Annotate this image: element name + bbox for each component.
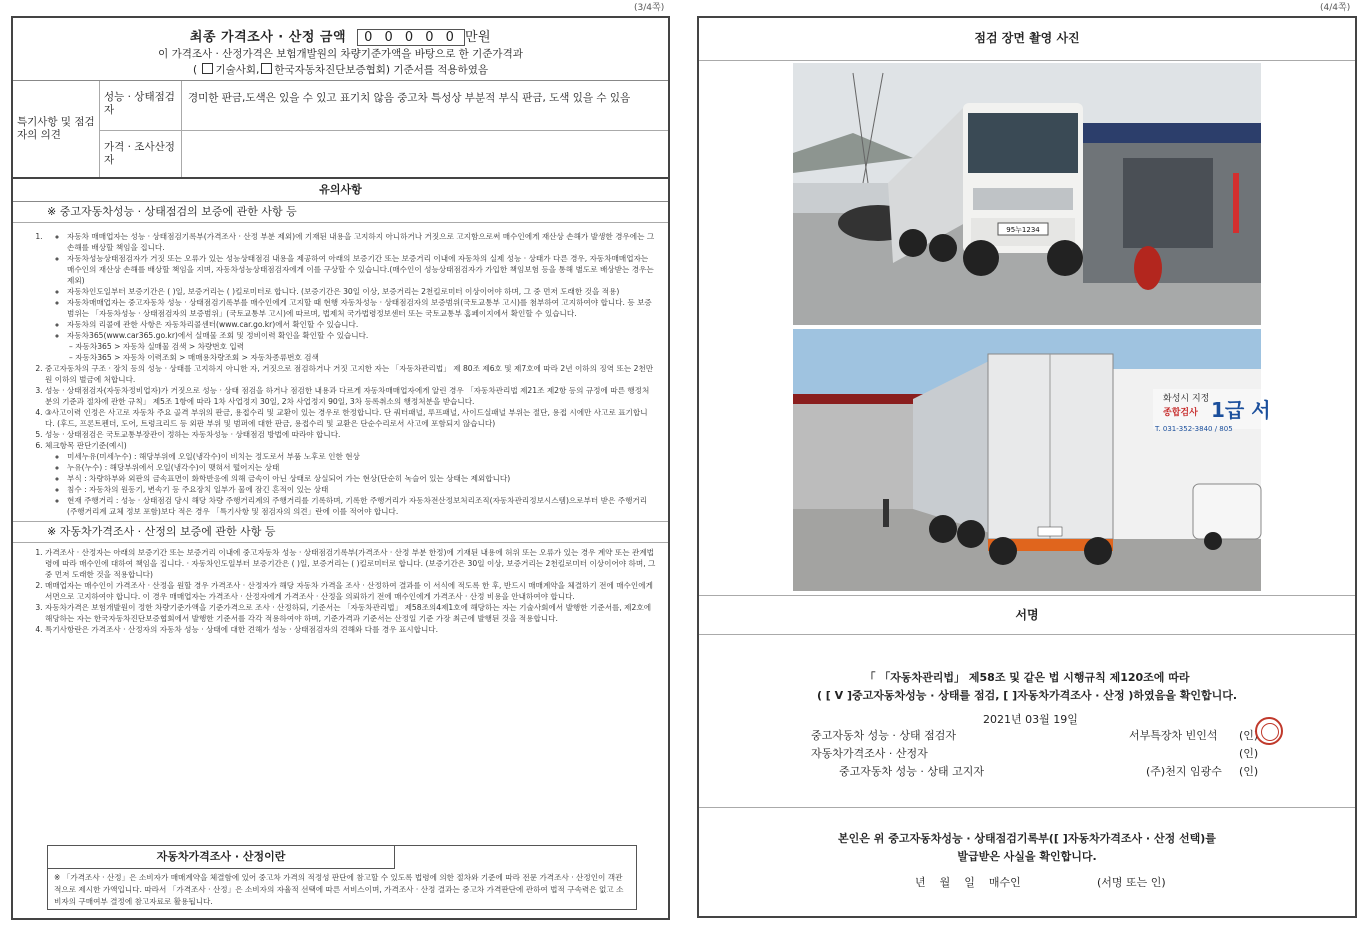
- definition-text: ※ 「가격조사 · 산정」은 소비자가 매매계약을 체결함에 있어 중고차 가격의 적정성 판단에 참고할 수 있도록 법령에 의한 절차와 기준에 따라 전문 가격조사 · 산정인이 객관적으로 제시한 가액입니다. 따라서 「가격조사 · 산정」은 소비자의 자율적 선택에 따른 서비스이며, 가격조사 · 산정 결과는 중고차 가격판단에 관하여 법적 구속력은 없고 소비자의 구매여부 결정에 참고자료로 활용됩니다.: [54, 873, 624, 906]
- buyer-signature[interactable]: (서명 또는 인): [1097, 876, 1166, 889]
- final-price-section: [13, 18, 668, 81]
- basis-line: 이 가격조사 · 산정가격은 보험개발원의 차량기준가액을 바탕으로 한 기준가격과: [158, 48, 523, 60]
- inspection-form-page-3: [11, 16, 670, 920]
- list-item: 2. 중고자동차의 구조 · 장치 등의 성능 · 상태를 고지하지 아니한 자, 거짓으로 점검하거나 거짓 고지한 자는 「자동차관리법」 제 80조 제6호 및 제7호에 따라 2년 이하의 징역 또는 2천만원 이하의 벌금에 처합니다.: [45, 363, 656, 385]
- section2-title: ※ 자동차가격조사 · 산정의 보증에 관한 사항 등: [13, 522, 668, 543]
- receipt-line-2: 발급받은 사실을 확인합니다.: [957, 850, 1097, 863]
- seal-stamp-icon: [1255, 717, 1283, 745]
- list-item: 1. 가격조사 · 산정자는 아래의 보증기간 또는 보증거리 이내에 중고자동차 성능 · 상태점검기록부(가격조사 · 산정 부분 한정)에 기재된 내용에 허위 또는 오류가 있는 경우 계약 또는 관계법령에 따라 매수인에 대하여 책임을 집니다. · 자동차인도일부터 보증기간은 ( )일, 보증거리는 ( )킬로미터로 합니다. (보증기간은 30일 이상, 보증거리는 2천킬로미터 이상이어야 하며, 그 중 먼저 도래한 것을 적용합니다): [45, 547, 656, 580]
- sign-phone: T. 031-352-3840 / 805: [1155, 425, 1233, 433]
- list-item: ◦ 미세누유(미세누수) : 해당부위에 오일(냉각수)이 비치는 정도로서 부품 노후로 인한 현상: [67, 451, 656, 462]
- list-item: ◦ 누유(누수) : 해당부위에서 오일(냉각수)이 맺혀서 떨어지는 상태: [67, 462, 656, 473]
- standard-line: ( 기술사회, 한국자동차진단보증협회) 기준서를 적용하였음: [192, 64, 488, 76]
- perf-inspector-opinion[interactable]: 경미한 판금,도색은 있을 수 있고 표기치 않음 중고차 특성상 부분적 부식 판금, 도색 있을 수 있음: [181, 81, 668, 131]
- section1-body: [13, 223, 668, 517]
- list-item: ◦ 자동차성능상태점검자가 거짓 또는 오류가 있는 성능상태점검 내용을 제공하여 아래의 보증기간 또는 보증거리 이내에 자동차의 실제 성능 · 상태가 다른 경우, 자동차매매업자는 매수인의 재산상 손해를 배상할 책임을 지며, 자동차성능상태점검자에게 이를 구상할 수 있습니다.(매수인이 성능상태점검자가 가입한 책임보험 등을 통해 별도로 배상받는 경우는 제외): [67, 253, 656, 286]
- price-assessor-label: 가격 · 조사산정자: [99, 131, 181, 177]
- confirm-line: ( [ V ]중고자동차성능 · 상태를 점검, [ ]자동차가격조사 · 산정 )하였음을 확인합니다.: [816, 689, 1238, 702]
- page-number-left: (3/4쪽): [634, 3, 665, 13]
- truck-rear-photo: [793, 329, 1271, 591]
- signer-name-3: (주)천지 임광수: [1146, 765, 1222, 778]
- list-item: 5. 성능 · 상태점검은 국토교통부장관이 정하는 자동차성능 · 상태점검 방법에 따라야 합니다.: [45, 429, 656, 440]
- receipt-date[interactable]: 년 월 일 매수인: [915, 876, 1021, 889]
- law-line: 「 「자동차관리법」 제58조 및 같은 법 시행규칙 제120조에 따라: [864, 671, 1190, 684]
- list-item: ◦ 1. 자동차 매매업자는 성능 · 상태점검기록부(가격조사 · 산정 부분 제외)에 기재된 내용을 고지하지 아니하거나 거짓으로 고지함으로써 매수인에게 재산상 손해가 발생한 경우에는 그 손해를 배상할 책임을 집니다.: [67, 231, 656, 253]
- signer-role-3: 중고자동차 성능 · 상태 고지자: [839, 765, 984, 778]
- sign-text-2: 종합검사: [1163, 408, 1198, 418]
- sign-text-1: 화성시 지정: [1163, 394, 1210, 404]
- final-amount: 0 0 0 0 0: [364, 30, 458, 45]
- signer-role-1: 중고자동차 성능 · 상태 점검자: [811, 729, 956, 742]
- list-item: ◦ 현재 주행거리 : 성능 · 상태점검 당시 해당 차량 주행거리계의 주행거리를 기록하며, 기록한 주행거리가 자동차전산정보처리조직(자동차관리정보시스템)으로부터 받은 주행거리(주행거리계 교체 정보 포함)보다 적은 경우 「특기사항 및 점검자의 의견」란에 이를 적어야 합니다.: [67, 495, 656, 517]
- signer-mark-3[interactable]: (인): [1239, 765, 1259, 778]
- inspection-form-page-4: [697, 16, 1357, 918]
- photo-section-title: 점검 장면 촬영 사진: [699, 18, 1355, 61]
- signer-mark-1[interactable]: (인): [1239, 729, 1259, 742]
- final-amount-box[interactable]: [357, 29, 465, 46]
- list-item: 4. ③사고이력 인정은 사고로 자동차 주요 골격 부위의 판금, 용접수리 및 교환이 있는 경우로 한정합니다. 단 쿼터패널, 루프패널, 사이드실패널 부위는 절단, 용접 시에만 사고로 표기합니다. (후드, 프론트펜더, 도어, 트렁크리드 등 외판 부위 및 범퍼에 대한 판금, 용접수리 및 교환은 단순수리로서 사고에 포함되지 않습니다): [45, 407, 656, 429]
- checkbox-tech-society[interactable]: [202, 63, 213, 74]
- license-plate: 95누1234: [1006, 226, 1040, 234]
- receipt-line-1: 본인은 위 중고자동차성능 · 상태점검기록부([ ]자동차가격조사 · 산정 선택)를: [838, 832, 1216, 845]
- list-item: ◦ 자동차매매업자는 중고자동차 성능 · 상태점검기록부를 매수인에게 고지할 때 현행 자동차성능 · 상태점검자의 보증범위(국토교통부 고시)를 첨부하여 고지하여야 합니다. 등 보증범위는 「자동차성능 · 상태점검자의 보증범위」(국토교통부 고시)에 따르며, 법제처 국가법령정보센터 또는 국토교통부 홈페이지에서 확인할 수 있습니다.: [67, 297, 656, 319]
- notice-title: 유의사항: [13, 179, 668, 202]
- special-notes-table: [13, 81, 668, 179]
- section1-item-1: [45, 231, 656, 363]
- list-item: ◦ 부식 : 차량하부와 외판의 금속표면이 화학반응에 의해 금속이 아닌 상태로 상실되어 가는 현상(단순히 녹슬어 있는 상태는 제외합니다): [67, 473, 656, 484]
- photo-section: [699, 61, 1355, 596]
- signature-section-title: 서명: [699, 596, 1355, 635]
- list-item: ◦ 자동차의 리콜에 관한 사항은 자동차리콜센터(www.car.go.kr)에서 확인할 수 있습니다.: [67, 319, 656, 330]
- final-price-title: 최종 가격조사 · 산정 금액: [189, 30, 347, 45]
- price-assessor-opinion[interactable]: [181, 131, 668, 177]
- definition-box: [47, 845, 637, 910]
- truck-front-photo: [793, 63, 1261, 325]
- list-item: ◦ 침수 : 자동차의 원동기, 변속기 등 주요장치 일부가 물에 잠긴 흔적이 있는 상태: [67, 484, 656, 495]
- option-tech-society: 기술사회,: [215, 64, 260, 76]
- list-item: 2. 매매업자는 매수인이 가격조사 · 산정을 원할 경우 가격조사 · 산정자가 해당 자동차 가격을 조사 · 산정하여 결과를 이 서식에 적도록 한 후, 반드시 매매계약을 체결하기 전에 매수인에게 서면으로 고지하여야 합니다. 이 경우 매매업자는 가격조사 · 산정자에게 가격조사 · 산정을 의뢰하기 전에 매수인에게 가격조사 · 산정 비용을 안내하여야 합니다.: [45, 580, 656, 602]
- section2-body: [13, 543, 668, 635]
- list-item: ◦ 자동차인도일부터 보증기간은 ( )일, 보증거리는 ( )킬로미터로 합니다. (보증기간은 30일 이상, 보증거리는 2천킬로미터 이상이어야 하며, 그 중 먼저 도래한 것을 적용): [67, 286, 656, 297]
- section1-title: ※ 중고자동차성능 · 상태점검의 보증에 관한 사항 등: [13, 202, 668, 223]
- signer-mark-2[interactable]: (인): [1239, 747, 1259, 760]
- definition-title: 자동차가격조사 · 산정이란: [48, 846, 395, 869]
- signer-name-1: 서부특장차 빈인석: [1129, 729, 1218, 742]
- signer-role-2: 자동차가격조사 · 산정자: [811, 747, 928, 760]
- final-amount-unit: 만원: [464, 30, 492, 45]
- sign-date: 2021년 03월 19일: [983, 713, 1078, 726]
- option-kadia: 한국자동차진단보증협회) 기준서를 적용하였음: [274, 64, 488, 76]
- list-item: 3. 성능 · 상태점검자(자동차정비업자)가 거짓으로 성능 · 상태 점검을 하거나 점검한 내용과 다르게 자동차매매업자에게 알린 경우 「자동차관리법 제21조 제2항 등의 규정에 따른 행정처분의 기준과 절차에 관한 규칙」 제5조 1항에 따라 1차 사업정지 30일, 2차 사업정지 90일, 3차 등록취소의 행정처분을 받습니다.: [45, 385, 656, 407]
- signature-section: [699, 635, 1355, 808]
- sign-text-3: 1급 서: [1211, 398, 1271, 422]
- page-number-right: (4/4쪽): [1320, 3, 1351, 13]
- perf-inspector-label: 성능 · 상태점검자: [99, 81, 181, 131]
- checkbox-kadia[interactable]: [261, 63, 272, 74]
- special-notes-label: 특기사항 및 점검자의 의견: [17, 116, 95, 141]
- list-item: 6. 체크항목 판단기준(예시) ◦ 미세누유(미세누수) : 해당부위에 오일(냉각수)이 비치는 정도로서 부품 노후로 인한 현상 ◦ 누유(누수) : 해당부위에서 오일(냉각수)이 맺혀서 떨어지는 상태 ◦ 부식 : 차량하부와 외판의 금속표면이 화학반응에 의해 금속이 아닌 상태로 상실되어 가는 현상(단순히 녹슬어 있는 상태는 제외합니다) ◦ 침수 : 자동차의 원동기, 변속기 등 주요장치 일부가 물에 잠긴 흔적이 있는 상태 ◦ 현재 주행거리 : 성능 · 상태점검 당시 해당 차량 주행거리계의 주행거리를 기록하며, 기록한 주행거리가 자동차전산정보처리조직(자동차관리정보시스템)으로부터 받은 주행거리(주행거리계 교체 정보 포함)보다 적은 경우 「특기사항 및 점검자의 의견」란에 이를 적어야 합니다.: [45, 440, 656, 517]
- list-item: 3. 자동차가격은 보험개발원이 정한 차량기준가액을 기준가격으로 조사 · 산정하되, 기준서는 「자동차관리법」 제58조의4제1호에 해당하는 자는 기술사회에서 발행한 기준서를, 제2호에 해당하는 자는 한국자동차진단보증협회에서 발행한 기준서를 각각 적용하여야 하며, 기준가격과 기준서는 산정일 기준 가장 최근에 발행된 것을 적용합니다.: [45, 602, 656, 624]
- receipt-confirmation: [699, 808, 1355, 918]
- list-item: 4. 특기사항란은 가격조사 · 산정자의 자동차 성능 · 상태에 대한 견해가 성능 · 상태점검자의 견해와 다를 경우 표시합니다.: [45, 624, 656, 635]
- list-item: ◦ 자동차365(www.car365.go.kr)에서 실매물 조회 및 정비이력 확인을 확인할 수 있습니다. – 자동차365 > 자동차 실매물 검색 > 차량번호 입력 – 자동차365 > 자동차 이력조회 > 매매용차량조회 > 자동차종류번호 검색: [67, 330, 656, 363]
